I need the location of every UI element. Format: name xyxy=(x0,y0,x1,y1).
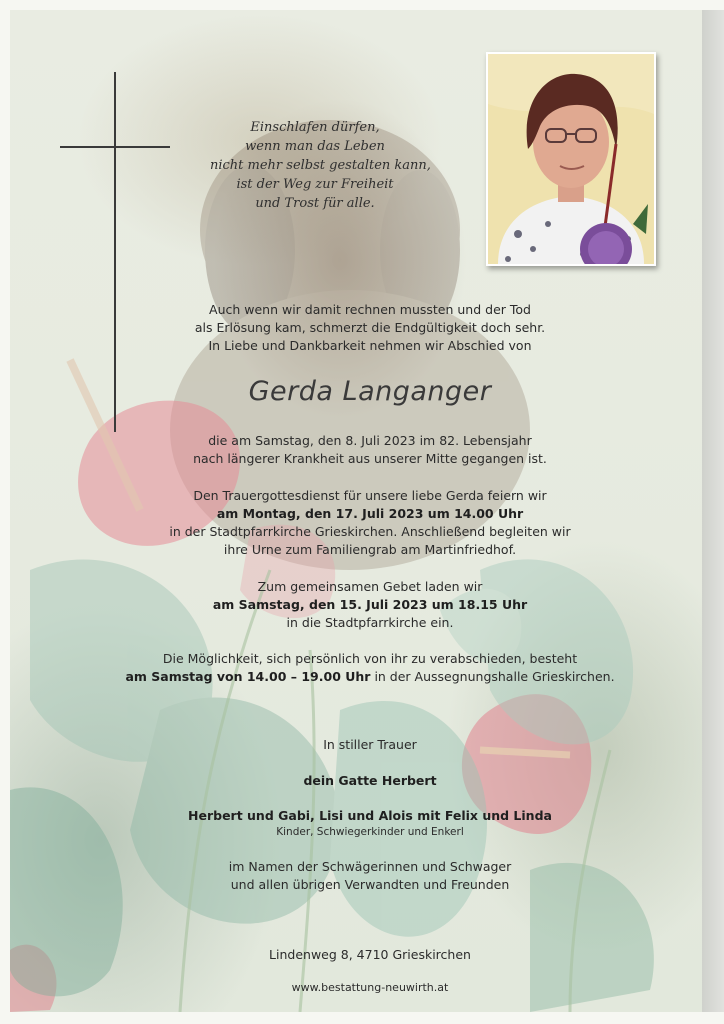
portrait-photo xyxy=(486,52,656,266)
quote-line: und Trost für alle. xyxy=(255,196,375,211)
farewell-info xyxy=(70,650,670,686)
death-notice-line: nach längerer Krankheit aus unserer Mitte gegangen ist. xyxy=(193,451,547,466)
intro-line: Auch wenn wir damit rechnen mussten und der Tod xyxy=(209,302,531,317)
quote-line: Einschlafen dürfen, xyxy=(250,120,380,135)
mourners-intro: In stiller Trauer xyxy=(323,737,417,752)
farewell-time: am Samstag von 14.00 – 19.00 Uhr xyxy=(125,669,371,684)
intro-block xyxy=(70,301,670,355)
others-line: im Namen der Schwägerinnen und Schwager xyxy=(228,859,512,874)
mourners-family: Herbert und Gabi, Lisi und Alois mit Felix und Linda xyxy=(188,808,552,823)
service-line: ihre Urne zum Familiengrab am Martinfriedhof. xyxy=(223,542,517,557)
death-notice xyxy=(70,432,670,468)
intro-line: In Liebe und Dankbarkeit nehmen wir Abschied von xyxy=(208,338,532,353)
address: Lindenweg 8, 4710 Grieskirchen xyxy=(269,947,471,962)
prayer-info xyxy=(70,578,670,632)
prayer-line: in die Stadtpfarrkirche ein. xyxy=(286,615,454,630)
service-line: Den Trauergottesdienst für unsere liebe Gerda feiern wir xyxy=(193,488,547,503)
others-block xyxy=(70,858,670,894)
service-date: am Montag, den 17. Juli 2023 um 14.00 Uhr xyxy=(216,506,524,521)
quote-line: wenn man das Leben xyxy=(245,139,385,154)
quote-line: nicht mehr selbst gestalten kann, xyxy=(210,158,431,173)
prayer-line: Zum gemeinsamen Gebet laden wir xyxy=(257,579,483,594)
family-line-wrap xyxy=(70,807,670,825)
scan-edge xyxy=(702,10,724,1012)
obituary-card xyxy=(10,10,702,1012)
spouse-line-wrap xyxy=(70,772,670,790)
death-notice-line: die am Samstag, den 8. Juli 2023 im 82. Lebensjahr xyxy=(208,433,532,448)
mourners-spouse: dein Gatte Herbert xyxy=(303,773,437,788)
service-line: in der Stadtpfarrkirche Grieskirchen. Anschließend begleiten wir xyxy=(169,524,571,539)
portrait-illustration xyxy=(488,54,654,264)
others-line: und allen übrigen Verwandten und Freunden xyxy=(230,877,510,892)
prayer-date: am Samstag, den 15. Juli 2023 um 18.15 Uhr xyxy=(212,597,528,612)
quote-block xyxy=(210,118,431,213)
deceased-name: Gerda Langanger xyxy=(248,376,492,407)
farewell-line: Die Möglichkeit, sich persönlich von ihr zu verabschieden, besteht xyxy=(162,651,578,666)
quote-line: ist der Weg zur Freiheit xyxy=(236,177,394,192)
website: www.bestattung-neuwirth.at xyxy=(291,981,449,994)
family-note: Kinder, Schwiegerkinder und Enkerl xyxy=(276,826,464,838)
farewell-location: in der Aussegnungshalle Grieskirchen. xyxy=(370,669,615,684)
cross-horizontal-bar xyxy=(60,146,170,148)
service-info xyxy=(70,487,670,559)
intro-line: als Erlösung kam, schmerzt die Endgültigkeit doch sehr. xyxy=(194,320,546,335)
